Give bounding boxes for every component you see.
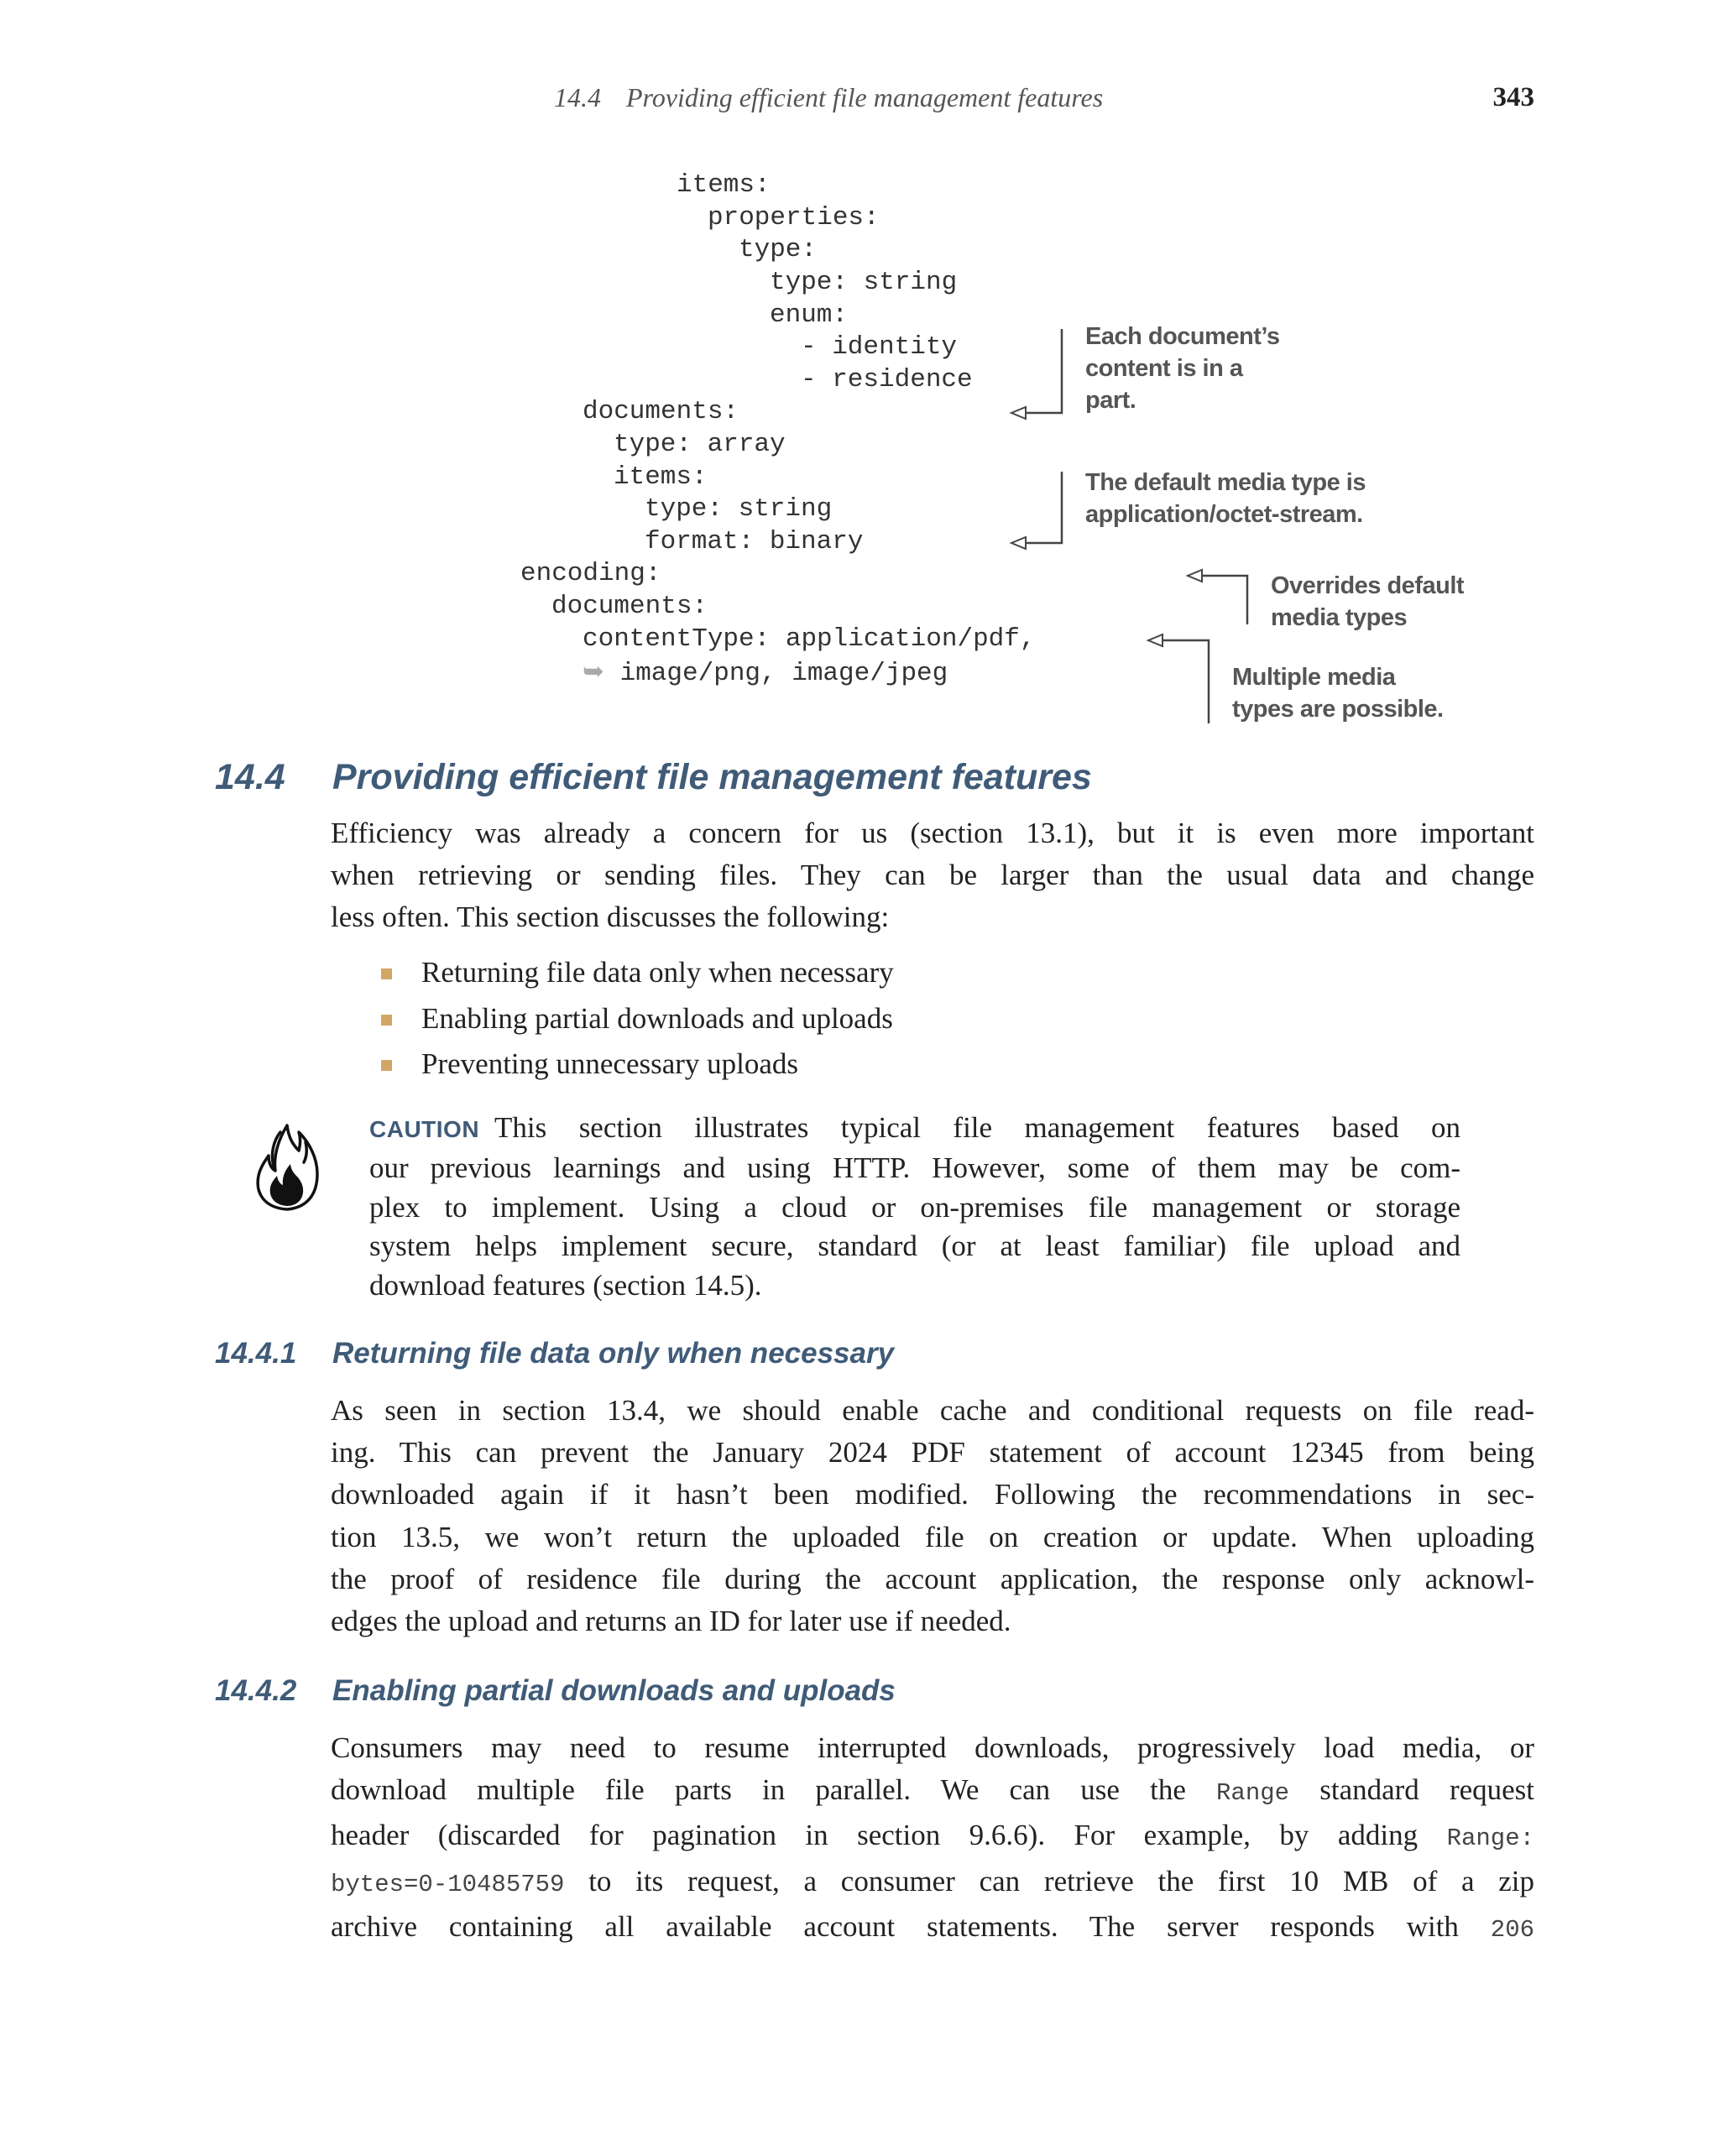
callout-arrow-3	[1188, 570, 1202, 582]
section-intro	[331, 812, 1534, 939]
code-line: contentType: application/pdf,	[583, 624, 1036, 654]
text-run: archive containing all available account statements. The server responds with	[331, 1909, 1459, 1943]
code-line: type: string	[770, 268, 958, 297]
annotation-line: Each document’s	[1085, 323, 1280, 350]
bullet-marker	[381, 1015, 392, 1026]
annotation-line: application/octet-stream.	[1085, 501, 1363, 528]
inline-code: bytes=0-10485759	[331, 1870, 565, 1898]
annotation-line: media types	[1271, 604, 1408, 631]
text-line	[331, 1906, 1534, 1951]
code-line: - residence	[801, 365, 973, 394]
annotation-line: part.	[1085, 387, 1136, 414]
subsection-title: Returning file data only when necessary	[332, 1337, 895, 1370]
annotation-multiple-media	[1232, 661, 1444, 725]
code-line: encoding:	[520, 559, 661, 588]
inline-code: Range:	[1446, 1825, 1534, 1853]
text-run: standard request	[1319, 1773, 1535, 1807]
bullet-list	[381, 950, 894, 1088]
flame-icon	[252, 1120, 322, 1213]
list-item-text: Preventing unnecessary uploads	[421, 1047, 799, 1080]
section-number: 14.4	[215, 757, 285, 797]
bullet-marker	[381, 968, 392, 979]
list-item	[381, 950, 894, 996]
code-line-text: image/png, image/jpeg	[619, 659, 948, 688]
subsection-number: 14.4.1	[215, 1337, 297, 1370]
running-header-title: Providing efficient file management features	[626, 82, 1104, 112]
text-run: to its request, a consumer can retrieve the first 10 MB of a zip	[588, 1864, 1535, 1898]
bullet-marker	[381, 1060, 392, 1071]
text-line: Consumers may need to resume interrupted downloads, progressively load media, or	[331, 1731, 1534, 1764]
text-line	[331, 1769, 1534, 1814]
inline-code: Range	[1216, 1779, 1290, 1808]
callout-line-2	[1026, 472, 1062, 543]
code-line: items:	[677, 170, 771, 200]
text-line: Efficiency was already a concern for us (section 13.1), but it is even more important	[331, 817, 1534, 849]
text-line: tion 13.5, we won’t return the uploaded file on creation or update. When uploading	[331, 1520, 1534, 1553]
code-line: type:	[739, 235, 818, 264]
code-line: enum:	[770, 300, 849, 330]
annotation-default-media-type	[1085, 467, 1366, 530]
code-line: - identity	[801, 332, 958, 362]
text-line: less often. This section discusses the following:	[331, 901, 890, 934]
running-header-section: 14.4	[554, 82, 601, 112]
text-line: plex to implement. Using a cloud or on-premises file management or storage	[369, 1190, 1460, 1224]
text-line: ing. This can prevent the January 2024 PDF statement of account 12345 from being	[331, 1436, 1534, 1470]
continuation-arrow-icon: ➥	[583, 656, 604, 686]
list-item	[381, 1041, 894, 1088]
code-line: items:	[614, 462, 708, 492]
annotation-callouts	[0, 0, 1719, 755]
text-line: system helps implement secure, standard (or at least familiar) file upload and	[369, 1229, 1460, 1263]
subsection-body	[331, 1727, 1534, 1951]
code-line: documents:	[551, 592, 708, 621]
inline-code: 206	[1490, 1915, 1535, 1944]
text-line: our previous learnings and using HTTP. However, some of them may be com-	[369, 1151, 1460, 1185]
code-line: format: binary	[645, 527, 864, 556]
page-number: 343	[1492, 82, 1534, 112]
text-run: download multiple file parts in parallel. We can use the	[331, 1773, 1186, 1807]
subsection-body	[331, 1390, 1534, 1642]
callout-line-4	[1163, 640, 1209, 723]
annotation-line: types are possible.	[1232, 696, 1444, 723]
code-line: type: string	[645, 494, 833, 524]
annotation-line: Multiple media	[1232, 664, 1396, 691]
text-line: downloaded again if it hasn’t been modified. Following the recommendations in sec-	[331, 1478, 1534, 1511]
annotation-document-part	[1085, 321, 1280, 416]
subsection-number: 14.4.2	[215, 1674, 297, 1707]
subsection-title: Enabling partial downloads and uploads	[332, 1674, 896, 1707]
list-item-text: Enabling partial downloads and uploads	[421, 1001, 893, 1035]
text-run: header (discarded for pagination in section 9.6.6). For example, by adding	[331, 1819, 1419, 1852]
list-item	[381, 996, 894, 1042]
caution-box	[369, 1109, 1460, 1305]
text-line	[331, 1814, 1534, 1860]
list-item-text: Returning file data only when necessary	[421, 956, 894, 989]
callout-arrow-2	[1011, 537, 1026, 549]
text-line	[331, 1861, 1534, 1906]
code-line: properties:	[708, 203, 880, 232]
text-line: download features (section 14.5).	[369, 1268, 762, 1302]
callout-arrow-4	[1148, 634, 1163, 646]
code-line: type: array	[614, 430, 786, 459]
text-line: As seen in section 13.4, we should enable cache and conditional requests on file read-	[331, 1394, 1534, 1427]
annotation-line: content is in a	[1085, 355, 1243, 382]
code-line: documents:	[583, 397, 739, 426]
callout-arrow-1	[1011, 407, 1026, 419]
callout-line-1	[1026, 329, 1062, 413]
text-line: This section illustrates typical file management features based on	[494, 1111, 1460, 1144]
text-line: the proof of residence file during the account application, the response only acknowl-	[331, 1562, 1534, 1595]
annotation-line: Overrides default	[1271, 572, 1465, 599]
annotation-overrides	[1271, 570, 1464, 634]
text-line: edges the upload and returns an ID for later use if needed.	[331, 1605, 1011, 1638]
section-title: Providing efficient file management features	[332, 757, 1092, 797]
text-line: when retrieving or sending files. They can be larger than the usual data and change	[331, 859, 1534, 892]
caution-label: CAUTION	[369, 1116, 480, 1142]
callout-line-3	[1202, 576, 1247, 624]
annotation-line: The default media type is	[1085, 469, 1366, 496]
